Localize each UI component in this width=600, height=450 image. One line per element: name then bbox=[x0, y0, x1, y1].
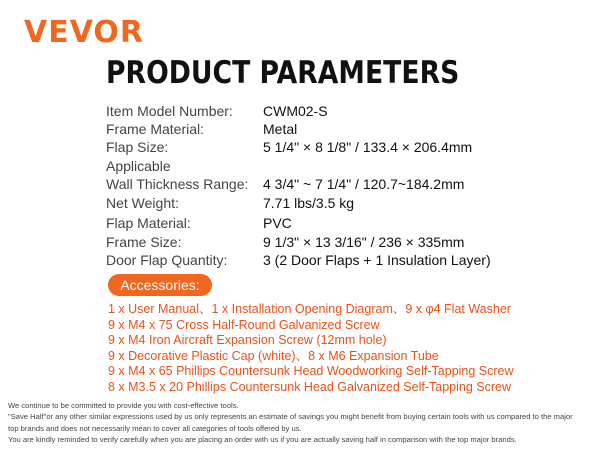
param-value: CWM02-S bbox=[263, 103, 328, 119]
disclaimer-footer bbox=[8, 400, 598, 445]
accessories-list bbox=[108, 302, 514, 395]
param-label: Frame Material: bbox=[106, 121, 205, 137]
param-label: Flap Size: bbox=[106, 139, 169, 155]
param-value: 7.71 lbs/3.5 kg bbox=[263, 195, 355, 211]
param-value: Metal bbox=[263, 121, 298, 137]
param-value: 9 1/3" × 13 3/16" / 236 × 335mm bbox=[263, 234, 465, 250]
footer-line: We continue to be committed to provide you with cost-effective tools. bbox=[8, 401, 239, 410]
param-label: Net Weight: bbox=[106, 195, 179, 211]
accessories-badge: Accessories: bbox=[108, 274, 212, 296]
accessory-item: 9 x M4 x 75 Cross Half-Round Galvanized Screw bbox=[108, 317, 380, 332]
param-value: 5 1/4" × 8 1/8" / 133.4 × 206.4mm bbox=[263, 139, 473, 155]
footer-line: "Save Half"or any other similar expressions used by us only represents an estimate of savings you might benefit from buying certain tools with us compared to the major bbox=[8, 412, 573, 422]
accessory-item: 8 x M3.5 x 20 Phillips Countersunk Head Galvanized Self-Tapping Screw bbox=[108, 379, 511, 394]
param-label: Frame Size: bbox=[106, 234, 182, 250]
vevor-logo: VEVOR bbox=[24, 15, 145, 50]
param-label: Flap Material: bbox=[106, 215, 191, 231]
param-value: PVC bbox=[263, 215, 292, 231]
param-label: Item Model Number: bbox=[106, 103, 233, 119]
param-value: 3 (2 Door Flaps + 1 Insulation Layer) bbox=[263, 252, 491, 268]
param-label-applicable: Applicable bbox=[106, 158, 171, 174]
footer-line: top brands and does not necessarily mean to cover all categories of tools offered by us. bbox=[8, 423, 302, 433]
footer-line: You are kindly reminded to verify carefully when you are placing an order with us if you are actually saving half in comparison with the top major brands. bbox=[8, 434, 517, 444]
accessory-item: 9 x Decorative Plastic Cap (white)、8 x M6 Expansion Tube bbox=[108, 348, 439, 363]
param-label: Wall Thickness Range: bbox=[106, 176, 249, 192]
accessory-item: 1 x User Manual、1 x Installation Opening Diagram、9 x φ4 Flat Washer bbox=[108, 302, 511, 316]
accessory-item: 9 x M4 Iron Aircraft Expansion Screw (12mm hole) bbox=[108, 333, 387, 347]
accessory-item: 9 x M4 x 65 Phillips Countersunk Head Woodworking Self-Tapping Screw bbox=[108, 364, 514, 378]
param-label: Door Flap Quantity: bbox=[106, 252, 228, 268]
page-title: PRODUCT PARAMETERS bbox=[106, 55, 460, 91]
param-value: 4 3/4" ~ 7 1/4" / 120.7~184.2mm bbox=[263, 176, 465, 192]
